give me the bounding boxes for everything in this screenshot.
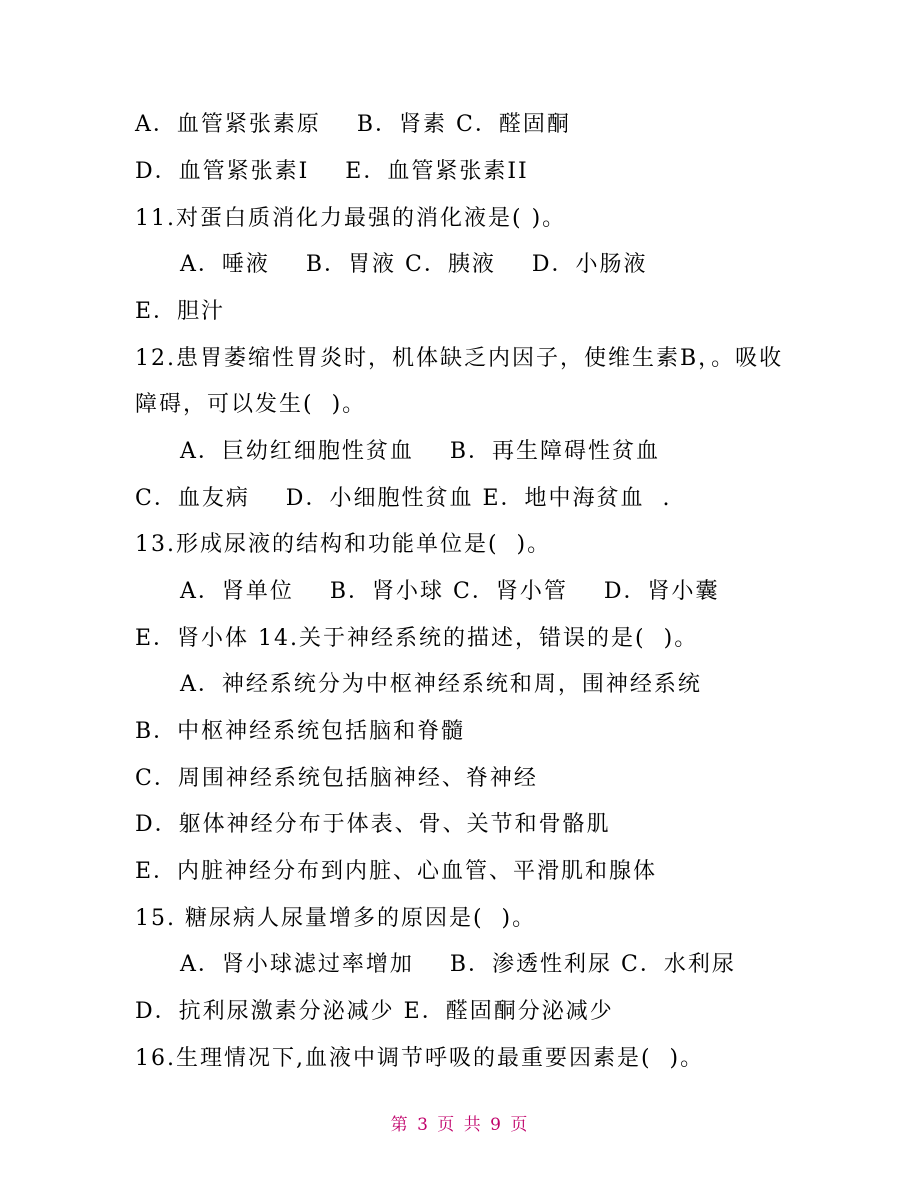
- text-line-13: A．神经系统分为中枢神经系统和周，围神经系统: [180, 672, 702, 697]
- text-line-5: E．胆汁: [135, 299, 226, 324]
- text-line-9: C．血友病 D．小细胞性贫血 E．地中海贫血 .: [135, 486, 672, 511]
- text-line-7: 障碍，可以发生( )。: [135, 392, 367, 417]
- text-line-6: 12.患胃萎缩性胃炎时，机体缺乏内因子，使维生素B，。吸收: [135, 346, 784, 371]
- text-line-17: E．内脏神经分布到内脏、心血管、平滑肌和腺体: [135, 859, 658, 884]
- text-line-21: 16.生理情况下,血液中调节呼吸的最重要因素是( )。: [135, 1046, 705, 1071]
- text-line-2: D．血管紧张素I E．血管紧张素II: [135, 159, 529, 184]
- page-footer: 第 3 页 共 9 页: [390, 1115, 530, 1135]
- text-line-19: A．肾小球滤过率增加 B．渗透性利尿 C．水利尿: [180, 952, 736, 977]
- text-line-16: D．躯体神经分布于体表、骨、关节和骨骼肌: [135, 812, 611, 837]
- text-line-15: C．周围神经系统包括脑神经、脊神经: [135, 766, 538, 791]
- text-line-18: 15. 糖尿病人尿量增多的原因是( )。: [135, 906, 537, 931]
- text-line-12: E．肾小体 14.关于神经系统的描述，错误的是( )。: [135, 626, 699, 651]
- text-line-4: A．唾液 B．胃液 C．胰液 D．小肠液: [180, 252, 648, 277]
- text-line-1: A．血管紧张素原 B．肾素 C．醛固酮: [135, 112, 571, 137]
- text-line-10: 13.形成尿液的结构和功能单位是( )。: [135, 532, 552, 557]
- text-line-20: D．抗利尿激素分泌减少 E．醛固酮分泌减少: [135, 999, 614, 1024]
- text-line-14: B．中枢神经系统包括脑和脊髓: [135, 719, 466, 744]
- text-line-8: A．巨幼红细胞性贫血 B．再生障碍性贫血: [180, 439, 661, 464]
- text-line-11: A．肾单位 B．肾小球 C．肾小管 D．肾小囊: [180, 579, 720, 604]
- text-line-3: 11.对蛋白质消化力最强的消化液是( )。: [135, 206, 567, 231]
